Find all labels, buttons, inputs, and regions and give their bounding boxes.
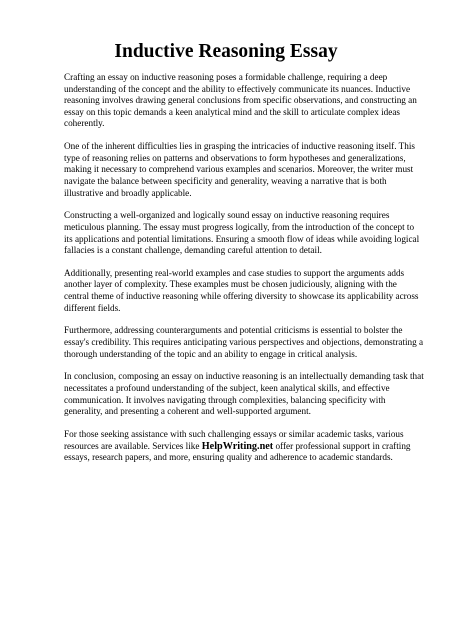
document-body	[64, 72, 424, 475]
assistance-text-after: offer professional support in crafting essays, research papers, and more, ensuring quality and adherence to academic standards.	[64, 440, 411, 463]
paragraph-intro: Crafting an essay on inductive reasoning poses a formidable challenge, requiring a deep understanding of the concept and the ability to effectively communicate its nuances. Inductive reasoning involves drawing general conclusions from specific observations, and constructing an essay on this topic demands a keen analytical mind and the skill to articulate complex ideas coherently.	[64, 72, 417, 129]
brand-name: HelpWriting.net	[201, 440, 274, 452]
paragraph-assistance	[64, 429, 424, 464]
paragraph-examples: Additionally, presenting real-world examples and case studies to support the arguments adds another layer of complexity. These examples must be chosen judiciously, aligning with the central theme of inductive reasoning while offering diversity to showcase its applicability across different fields.	[64, 267, 419, 313]
paragraph-construction: Constructing a well-organized and logically sound essay on inductive reasoning requires meticulous planning. The essay must progress logically, from the introduction of the concept to its applications and potential limitations. Ensuring a smooth flow of ideas while avoiding logical fallacies is a constant challenge, demanding careful attention to detail.	[64, 210, 420, 256]
paragraph-conclusion: In conclusion, composing an essay on inductive reasoning is an intellectually demanding task that necessitates a profound understanding of the subject, keen analytical skills, and effective communication. It involves navigating through complexities, balancing specificity with generality, and presenting a coherent and well-supported argument.	[64, 371, 424, 417]
document-title: Inductive Reasoning Essay	[114, 41, 338, 62]
assistance-text-before: For those seeking assistance with such challenging essays or similar academic tasks, various resources are available. Services like	[64, 428, 404, 451]
paragraph-difficulties: One of the inherent difficulties lies in grasping the intricacies of inductive reasoning itself. This type of reasoning relies on patterns and observations to form hypotheses and generalizations, making it necessary to comprehend various examples and scenarios. Moreover, the writer must navigate the balance between specificity and generality, weaving a narrative that is both illustrative and broadly applicable.	[64, 141, 415, 198]
paragraph-counterarguments: Furthermore, addressing counterarguments and potential criticisms is essential to bolster the essay's credibility. This requires anticipating various perspectives and objections, demonstrating a thorough understanding of the topic and an ability to engage in critical analysis.	[64, 325, 424, 359]
